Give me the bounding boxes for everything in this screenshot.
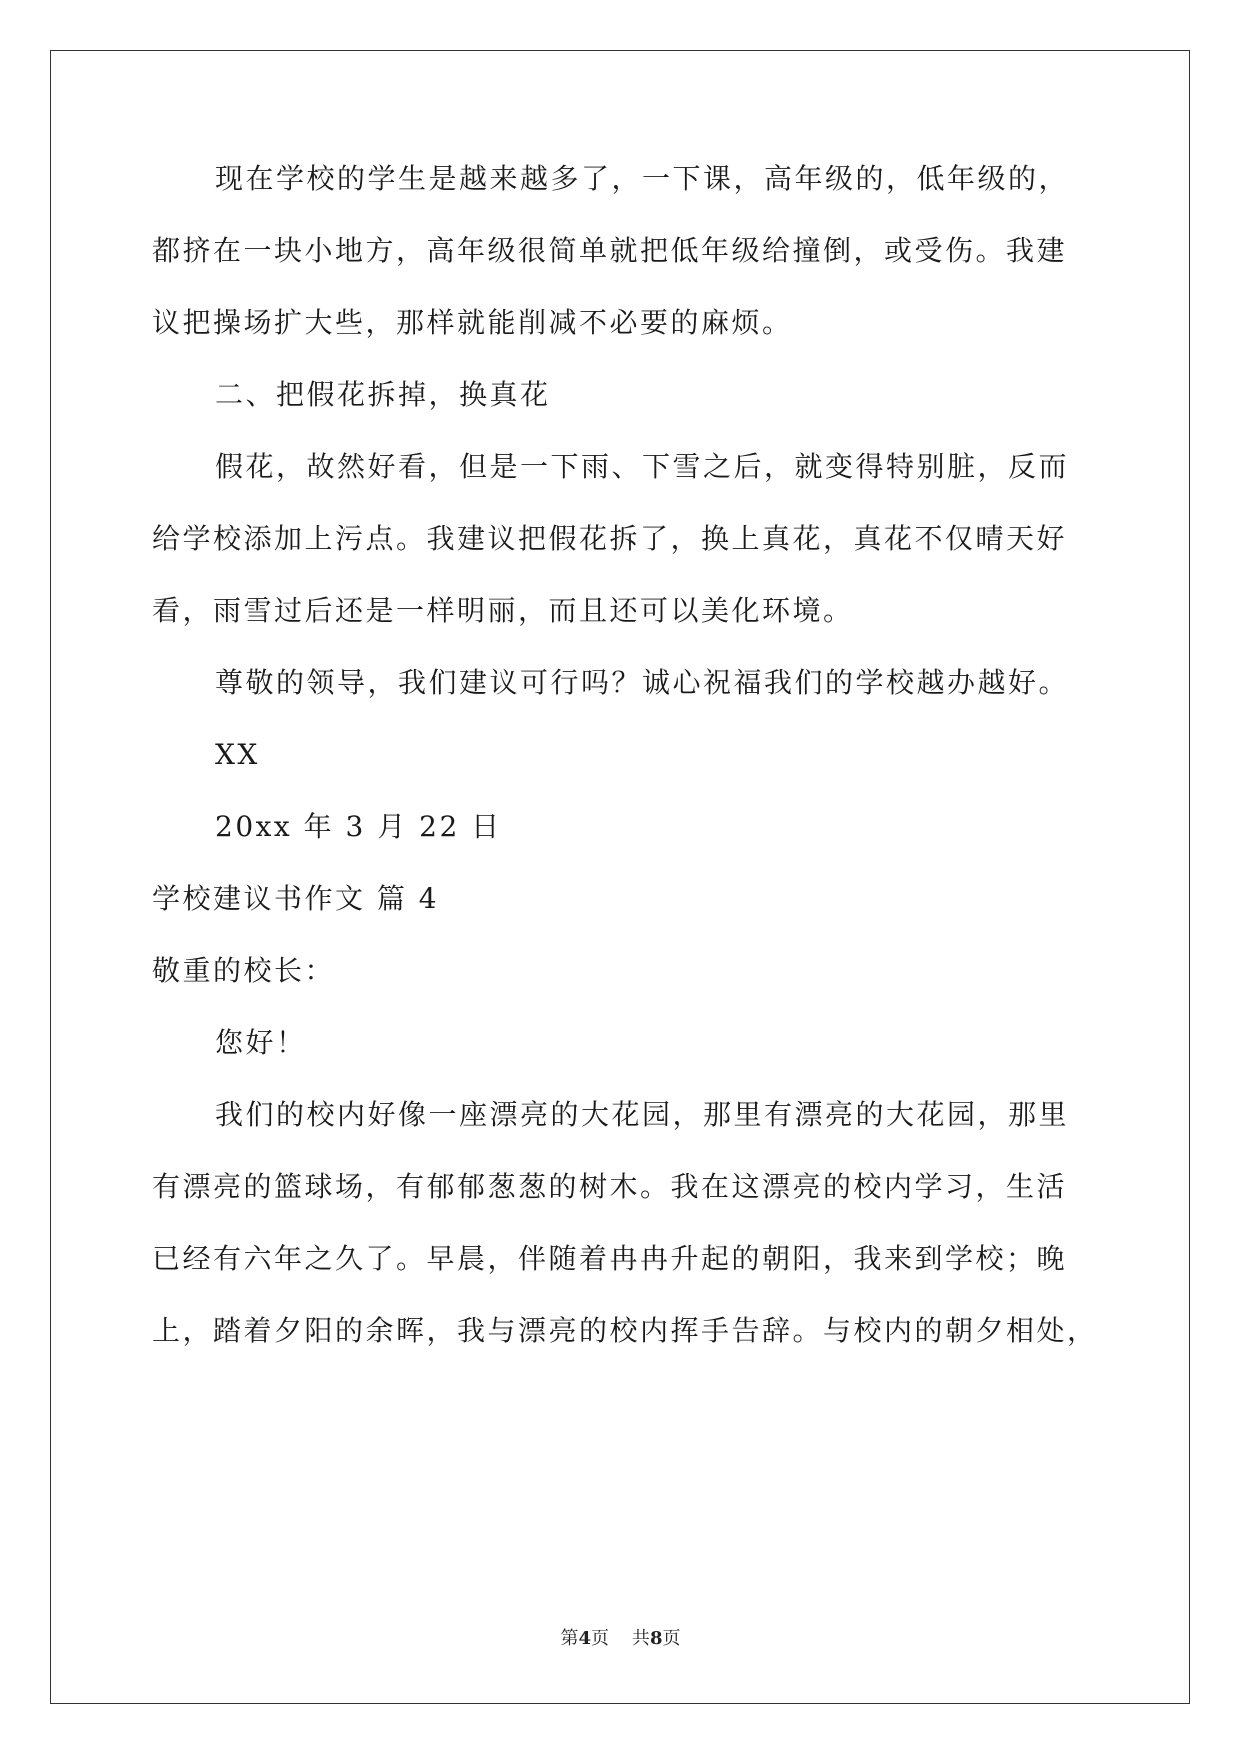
page-frame bbox=[50, 50, 1190, 1704]
paragraph-line: 给学校添加上污点。我建议把假花拆了，换上真花，真花不仅晴天好 bbox=[152, 522, 1068, 555]
page-mid-text: 页 共 bbox=[591, 1628, 650, 1649]
page-suffix: 页 bbox=[662, 1628, 681, 1649]
paragraph-line: 已经有六年之久了。早晨，伴随着冉冉升起的朝阳，我来到学校；晚 bbox=[152, 1242, 1068, 1275]
salutation: 敬重的校长： bbox=[152, 954, 336, 987]
signature: XX bbox=[215, 738, 260, 771]
page-footer bbox=[0, 1624, 1241, 1650]
paragraph-line: 看，雨雪过后还是一样明丽，而且还可以美化环境。 bbox=[152, 594, 854, 627]
total-pages-number: 8 bbox=[649, 1628, 663, 1649]
current-page-number: 4 bbox=[578, 1628, 592, 1649]
page-prefix: 第 bbox=[560, 1628, 579, 1649]
greeting: 您好！ bbox=[215, 1026, 307, 1059]
section-heading: 二、把假花拆掉，换真花 bbox=[215, 378, 551, 411]
paragraph-line: 上，踏着夕阳的余晖，我与漂亮的校内挥手告辞。与校内的朝夕相处， bbox=[152, 1314, 1098, 1347]
paragraph-line: 尊敬的领导，我们建议可行吗？诚心祝福我们的学校越办越好。 bbox=[215, 666, 1070, 699]
date: 20xx 年 3 月 22 日 bbox=[215, 810, 502, 843]
paragraph-line: 现在学校的学生是越来越多了，一下课，高年级的，低年级的， bbox=[215, 162, 1070, 195]
paragraph-line: 议把操场扩大些，那样就能削减不必要的麻烦。 bbox=[152, 306, 793, 339]
article-title: 学校建议书作文 篇 4 bbox=[152, 882, 440, 915]
paragraph-line: 假花，故然好看，但是一下雨、下雪之后，就变得特别脏，反而 bbox=[215, 450, 1070, 483]
paragraph-line: 有漂亮的篮球场，有郁郁葱葱的树木。我在这漂亮的校内学习，生活 bbox=[152, 1170, 1068, 1203]
paragraph-line: 我们的校内好像一座漂亮的大花园，那里有漂亮的大花园，那里 bbox=[215, 1098, 1070, 1131]
paragraph-line: 都挤在一块小地方，高年级很简单就把低年级给撞倒，或受伤。我建 bbox=[152, 234, 1068, 267]
